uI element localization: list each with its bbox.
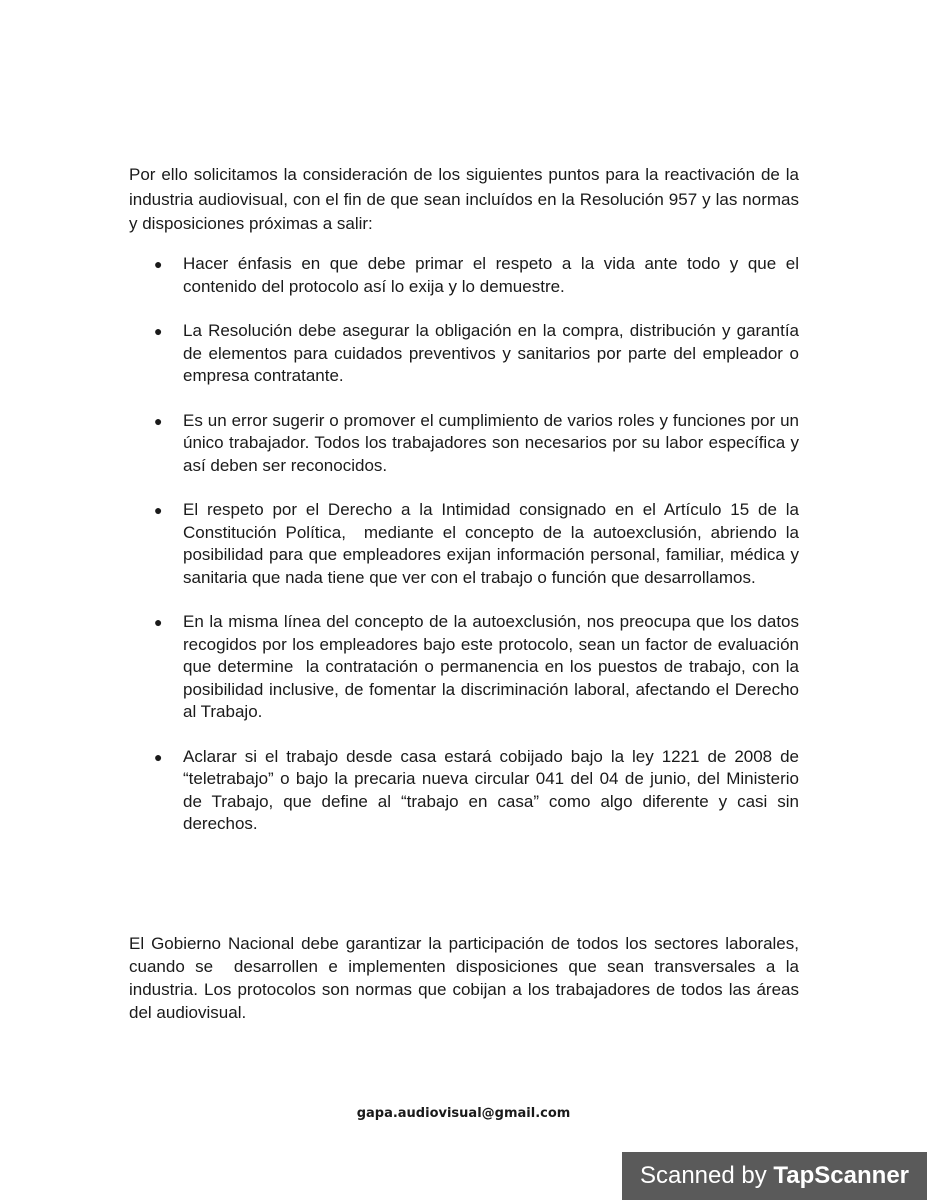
list-item	[129, 746, 804, 836]
intro-paragraph: Por ello solicitamos la consideración de los siguientes puntos para la reactivación de la industria audiovisual, con el fin de que sean incluídos en la Resolución 957 y las normas y disposiciones próximas a salir:	[129, 165, 804, 233]
bullet-text: El respeto por el Derecho a la Intimidad consignado en el Artículo 15 de la Constitución Política, mediante el concepto de la autoexclusión, abriendo la posibilidad para que empleadores exijan información personal, familiar, médica y sanitaria que nada tiene que ver con el trabajo o función que desarrollamos.	[183, 500, 804, 587]
bullet-list	[129, 253, 809, 858]
bullet-icon: ●	[154, 502, 163, 518]
bullet-icon: ●	[154, 256, 163, 272]
watermark-prefix: Scanned by	[639, 1162, 774, 1189]
closing-paragraph: El Gobierno Nacional debe garantizar la participación de todos los sectores laborales, cuando se desarrollen e implementen disposiciones que sean transversales a la industria. Los protocolos son normas que cobijan a los trabajadores de todos las áreas del audiovisual.	[129, 934, 804, 1022]
scanner-watermark	[622, 1152, 927, 1200]
bullet-text: Hacer énfasis en que debe primar el respeto a la vida ante todo y que el contenido del protocolo así lo exija y lo demuestre.	[183, 254, 804, 296]
list-item	[129, 499, 804, 589]
bullet-text: La Resolución debe asegurar la obligación en la compra, distribución y garantía de elementos para cuidados preventivos y sanitarios por parte del empleador o empresa contratante.	[183, 321, 804, 385]
bullet-icon: ●	[154, 614, 163, 630]
bullet-text: Es un error sugerir o promover el cumplimiento de varios roles y funciones por un único trabajador. Todos los trabajadores son necesarios por su labor específica y así deben ser reconocidos.	[183, 410, 804, 475]
watermark-brand: TapScanner	[773, 1162, 910, 1189]
bullet-text: Aclarar si el trabajo desde casa estará cobijado bajo la ley 1221 de 2008 de “teletrabajo” o bajo la precaria nueva circular 041 del 04 de junio, del Ministerio de Trabajo, que define al “trabajo en casa” como algo diferente y casi sin derechos.	[183, 746, 804, 833]
list-item	[129, 253, 804, 298]
list-item	[129, 410, 804, 478]
contact-email	[0, 1106, 927, 1121]
list-item	[129, 320, 804, 388]
email-text: gapa.audiovisual@gmail.com	[356, 1106, 571, 1121]
bullet-text: En la misma línea del concepto de la autoexclusión, nos preocupa que los datos recogidos por los empleadores bajo este protocolo, sean un factor de evaluación que determine la contratación o permanencia en los puestos de trabajo, con la posibilidad inclusive, de fomentar la discriminación laboral, afectando el Derecho al Trabajo.	[183, 612, 809, 721]
bullet-icon: ●	[154, 323, 163, 339]
bullet-icon: ●	[154, 748, 163, 765]
list-item	[129, 611, 809, 724]
bullet-icon: ●	[154, 412, 163, 429]
